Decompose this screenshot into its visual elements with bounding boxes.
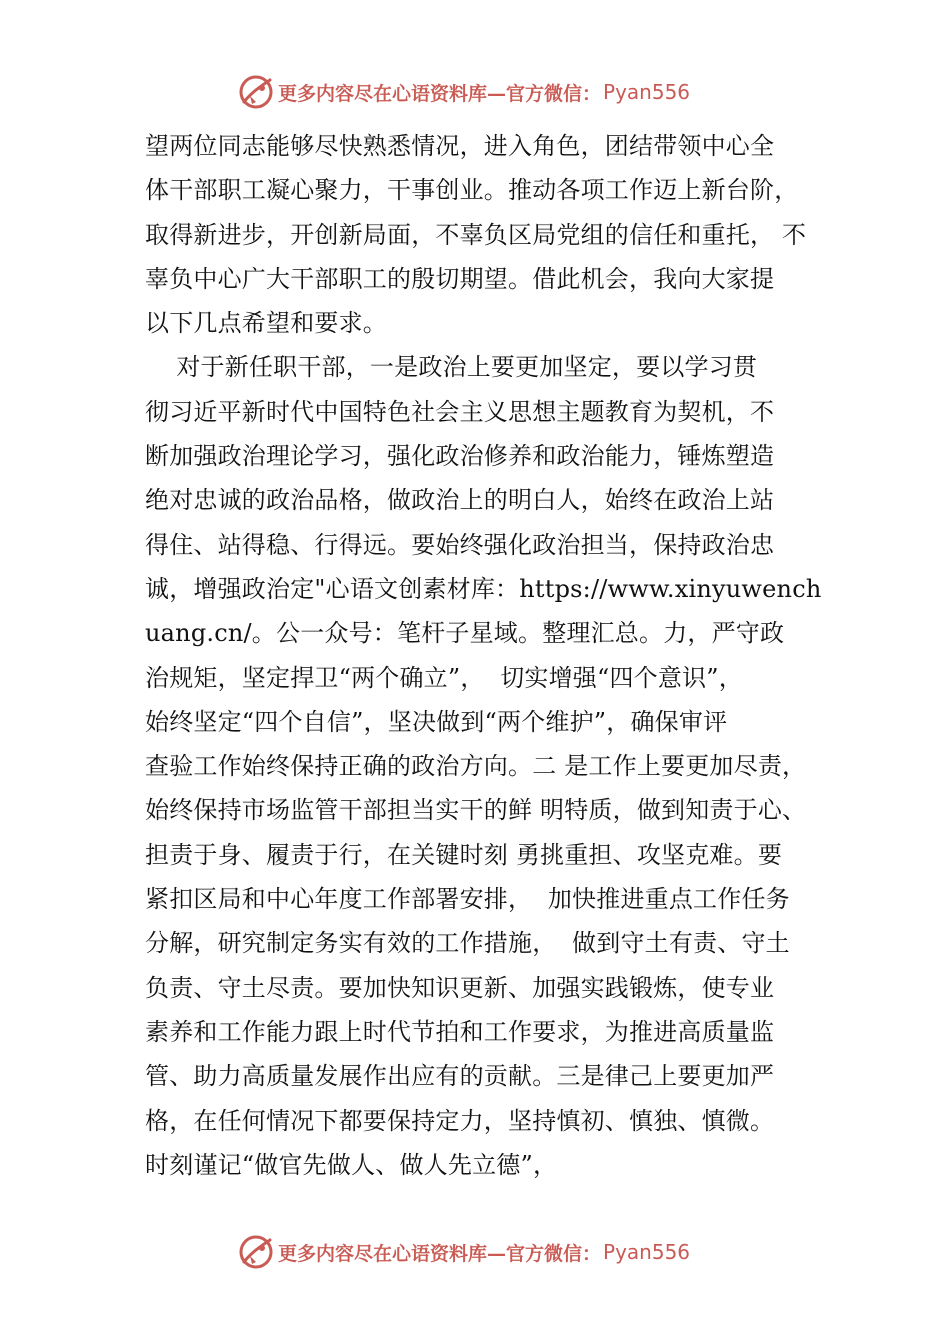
text-line: 紧扣区局和中心年度工作部署安排， 加快推进重点工作任务 bbox=[145, 885, 790, 914]
text-line: 素养和工作能力跟上时代节拍和工作要求，为推进高质量监 bbox=[145, 1017, 775, 1046]
text-line: 断加强政治理论学习，强化政治修养和政治能力，锤炼塑造 bbox=[145, 442, 775, 471]
text-line: 对于新任职干部，一是政治上要更加坚定，要以学习贯 bbox=[145, 353, 758, 382]
document-body bbox=[145, 124, 845, 1187]
footer-banner-id: Pyan556 bbox=[603, 1240, 691, 1264]
text-line: 体干部职工凝心聚力，干事创业。推动各项工作迈上新台阶， bbox=[145, 176, 799, 205]
text-line: 担责于身、履责于行，在关键时刻 勇挑重担、攻坚克难。要 bbox=[145, 840, 783, 869]
footer-banner-text: 更多内容尽在心语资料库—官方微信： bbox=[278, 1242, 602, 1265]
text-line: 始终坚定“四个自信”，坚决做到“两个维护”，确保审评 bbox=[145, 707, 728, 736]
text-line: 以下几点希望和要求。 bbox=[145, 309, 387, 338]
text-line: 管、助力高质量发展作出应有的贡献。三是律己上要更加严 bbox=[145, 1062, 775, 1091]
header-banner-text: 更多内容尽在心语资料库—官方微信： bbox=[278, 82, 602, 105]
text-line: 始终保持市场监管干部担当实干的鲜 明特质，做到知责于心、 bbox=[145, 796, 807, 825]
brush-circle-logo-icon bbox=[238, 74, 274, 110]
header-banner bbox=[238, 72, 690, 112]
text-line: 望两位同志能够尽快熟悉情况，进入角色，团结带领中心全 bbox=[145, 132, 775, 160]
text-line: 诚，增强政治定"心语文创素材库：https://www.xinyuwench bbox=[145, 574, 822, 603]
text-line: 得住、站得稳、行得远。要始终强化政治担当，保持政治忠 bbox=[145, 530, 775, 559]
header-banner-id: Pyan556 bbox=[603, 80, 691, 104]
text-line: 查验工作始终保持正确的政治方向。二 是工作上要更加尽责， bbox=[145, 752, 807, 781]
text-line: uang.cn/。公一众号：笔杆子星域。整理汇总。力，严守政 bbox=[145, 619, 785, 648]
text-line: 辜负中心广大干部职工的殷切期望。借此机会，我向大家提 bbox=[145, 264, 775, 293]
text-line: 取得新进步，开创新局面，不辜负区局党组的信任和重托， 不 bbox=[145, 220, 807, 249]
text-line: 分解，研究制定务实有效的工作措施， 做到守土有责、守土 bbox=[145, 929, 790, 958]
footer-banner bbox=[238, 1232, 690, 1272]
text-line: 格，在任何情况下都要保持定力，坚持慎初、慎独、慎微。 bbox=[145, 1106, 775, 1135]
text-line: 彻习近平新时代中国特色社会主义思想主题教育为契机，不 bbox=[145, 397, 775, 426]
brush-circle-logo-icon bbox=[238, 1234, 274, 1270]
text-line: 负责、守土尽责。要加快知识更新、加强实践锻炼，使专业 bbox=[145, 973, 775, 1002]
text-line: 时刻谨记“做官先做人、做人先立德”， bbox=[145, 1150, 558, 1179]
text-line: 绝对忠诚的政治品格，做政治上的明白人，始终在政治上站 bbox=[145, 486, 775, 515]
text-line: 治规矩，坚定捍卫“两个确立”， 切实增强“四个意识”， bbox=[145, 663, 743, 692]
